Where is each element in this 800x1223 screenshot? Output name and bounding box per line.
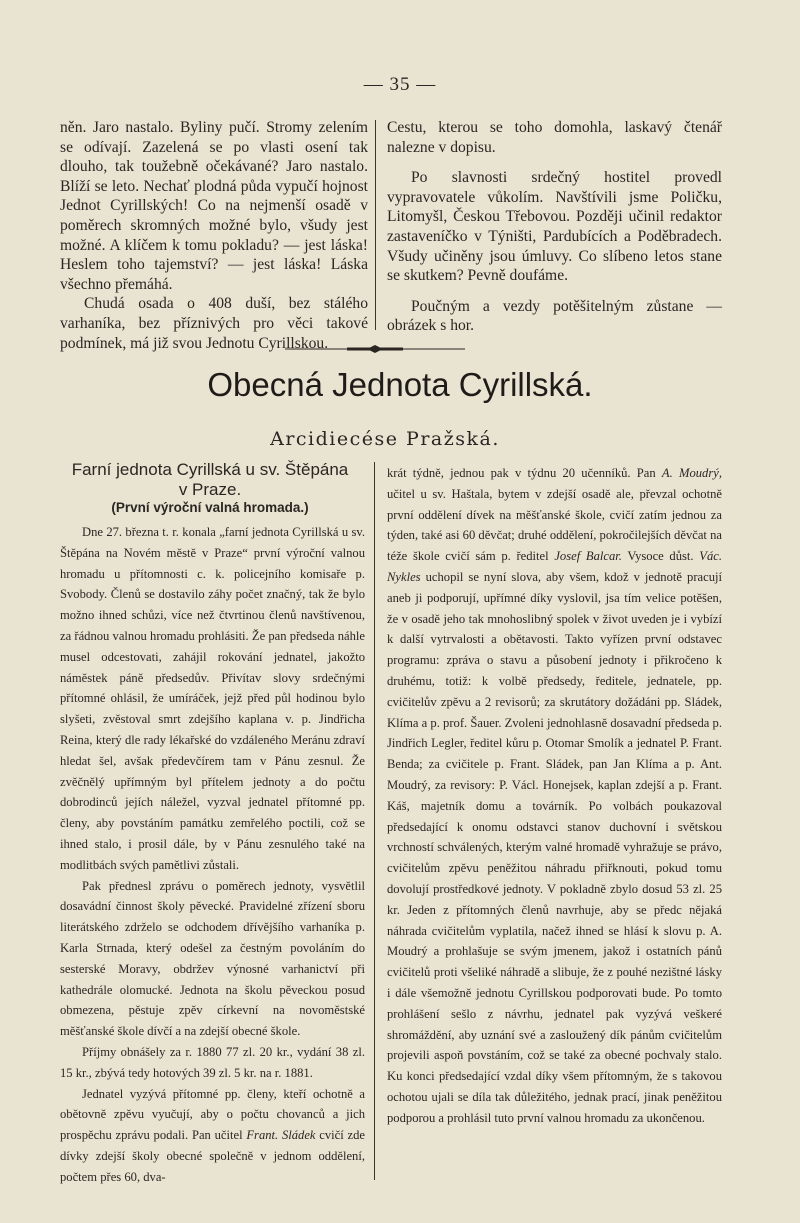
name-italic: A. Moudrý, <box>661 466 722 480</box>
text: krát týdně, jednou pak v týdnu 20 učenníků. Pan <box>387 466 662 480</box>
column-divider <box>375 120 376 330</box>
ornament-divider <box>285 344 465 354</box>
paragraph: Dne 27. března t. r. konala „farní jednota Cyrillská u sv. Štěpána na Novém městě v Praze“ první výroční valnou hromadu u přítomnosti c. k. policejního komisaře p. Svobody. Členů se dostavilo záhy počet značný, tak že bylo možno ihned schůzi, více než čtvrtinou členů navštívenou, za řádnou valnou hromadu prohlásiti. Že pan předseda náhle musel odcestovati, zahájil rokování jednatel, jakožto náměstek páně předsedův. Přivítav slovy srdečnými přítomné ohlásil, že umíráček, jejž před půl hodinou bylo slyšeti, zvěstoval smrt zdejšího kaplana v. p. Jindřicha Reina, který dle rady lékařské do vzdáleného Meránu zdraví hledat šel, avšak předevčírem tam v Pánu zesnul. Že zvěčnělý upřímným byl přítelem jednoty a do počtu dobrodinců jejích náležel, vyzval jednatel přítomné pp. členy, aby povstáním památku zemřelého poctili, což se ihned stalo, i prosil dále, by v Pánu zesnulého také na modlitbách svých pamětlivi zůstali. <box>60 525 365 872</box>
page-number: — 35 — <box>363 74 437 95</box>
column-divider <box>374 462 375 1180</box>
bottom-left-column <box>60 522 365 1188</box>
paragraph: Chudá osada o 408 duší, bez stálého varhaníka, bez příznivých pro věci takové podmínek, má již svou Jednotu Cyrillskou. <box>60 295 368 352</box>
paragraph: Pak přednesl zprávu o poměrech jednoty, vysvětlil dosavádní činnost školy pěvecké. Pravidelné zřízení sboru literátského zdrželo se odchodem dřívějšího varhaníka p. Karla Strnada, který odešel za čestným povoláním do sesterské Moravy, obdržev výnosné varhanictví při kathedrále olomucké. Jednota na školu pěveckou posud obmezena, pěstuje zpěv církevní na novoměstské měšťanské škole dívčí a na zdejší obecné škole. <box>60 878 365 1039</box>
section-subhead: Arcidiecése Pražská. <box>270 428 500 450</box>
main-title: Obecná Jednota Cyrillská. <box>207 366 593 403</box>
article-title-line: Farní jednota Cyrillská u sv. Štěpána <box>71 460 349 479</box>
paragraph: něn. Jaro nastalo. Byliny pučí. Stromy zelením se odívají. Zazelená se po vlasti osení tak dlouho, tak toužebně očekávané? Jaro nastalo. Blíží se leto. Nechať plodná půda vypučí hojnost Jednot Cyrillských! Co na nejmenší osadě v poměrech skromných možné bylo, všudy jest možné. A klíčem k tomu pokladu? — jest láska! Heslem toho tajemství? — jest láska! Láska všechno přemáhá. <box>60 119 368 293</box>
text: uchopil se nyní slova, aby všem, kdož v jednotě pracují aneb ji podporují, upřímné díky vyslovil, jsa tím velice potěšen, že v osadě jeho tak mnohoslibný spolek v život uveden je i vybízí k další vytrvalosti a obětavosti. Takto vyřízen první odstavec programu: zpráva o stavu a působení jednoty i přikročeno k druhému, totiž: k volbě předsedy, ředitele, jednatele, pp. cvičitelův zpěvu a 2 revisorů; za skrutátory dožádáni pp. Sládek, Klíma a p. prof. Šauer. Zvoleni jednohlasně dosavadní předseda p. Jindřich Legler, ředitel kůru p. Otomar Smolík a jednatel P. Frant. Benda; za cvičitele p. Frant. Sládek, pan Jan Klíma a p. Ant. Moudrý, za revisory: P. Václ. Honejsek, kaplan zdejší a p. Frant. Káš, majetník domu a továrník. Po volbách poukazoval předsedající k onomu odstavci stanov duchovní i světskou vrchností schválených, kterým valné hromadě vyhražuje se právo, cvičitelům zpěvu peněžitou náhradu přiřknouti, pokud tomu dovolují prostředkové jednoty. V pokladně zbylo dosud 53 zl. 25 kr. Jeden z přítomných členů navrhuje, aby se předc nějaká náhrada cvičitelům vyplatila, načež ihned se hlásí k slovu p. A. Moudrý a prohlašuje se svým jmenem, jakož i ostatních pánů cvičitelů proti všeliké náhradě a slibuje, že z pouhé nezištné lásky i dále všemožně jednotu Cyrillskou podporovati bude. Po tomto prohlášení sešlo z návrhu, jednatel pak vyzývá veškeré shromáždění, aby uznání své a zasloužený dík pánům cvičitelům projevili aspoň povstáním, což se také za obecné pochvaly stalo. Ku konci předsedající vzdal díky všem přítomným, že s takovou ochotou ujali se díla tak důležitého, jednak prací, jinak peněžitou podporou a prohlásil tuto první valnou hromadu za ukončenou. <box>387 569 722 1125</box>
name-italic: Vác. Nykles <box>387 549 722 584</box>
bottom-right-column <box>387 463 722 1129</box>
name-italic: Frant. Sládek <box>246 1128 316 1143</box>
text: cvičí zde dívky zdejší školy obecné společně v jednom oddělení, počtem přes 60, dva- <box>60 1128 365 1184</box>
paragraph: Cestu, kterou se toho domohla, laskavý čtenář nalezne v dopisu. <box>387 119 722 156</box>
article-subtitle: (První výroční valná hromada.) <box>111 500 309 515</box>
article-title-line: v Praze. <box>178 480 242 499</box>
paragraph <box>387 463 722 1129</box>
text: učitel u sv. Haštala, bytem v zdejší osadě ale, převzal ochotně první oddělení dívek na měšťanské škole, cvičí zatím jednou za týden, také asi 60 děvčat; druhé oddělení, pokročilejších děvčat na téže škole cvičí sám p. ředitel <box>387 486 722 564</box>
text: Vysoce důst. <box>621 549 700 564</box>
name-italic: Josef Balcar. <box>554 549 622 564</box>
text: Jednatel vyzývá přítomné pp. členy, kteří ochotně a obětovně zpěvu vyučují, aby o počtu chovanců a jich prospěchu zprávu podali. Pan učitel <box>60 1086 365 1143</box>
article-title <box>40 460 380 500</box>
paragraph: Poučným a vezdy potěšitelným zůstane — obrázek s hor. <box>387 297 722 335</box>
top-left-column <box>60 118 368 353</box>
paragraph: Příjmy obnášely za r. 1880 77 zl. 20 kr., vydání 38 zl. 15 kr., zbývá tedy hotových 39 zl. 5 kr. na r. 1881. <box>60 1044 365 1080</box>
paragraph <box>60 1084 365 1188</box>
top-right-column <box>387 118 722 336</box>
paragraph: Po slavnosti srdečný hostitel provedl vypravovatele vůkolím. Navštívili jsme Poličku, Litomyšl, Českou Třebovou. Později učinil redaktor zastaveníčko v Týništi, Pardubících a Poděbradech. Všudy učiněny jsou úmluvy. Co slíbeno letos stane se skutkem? Pevně doufáme. <box>387 169 722 285</box>
